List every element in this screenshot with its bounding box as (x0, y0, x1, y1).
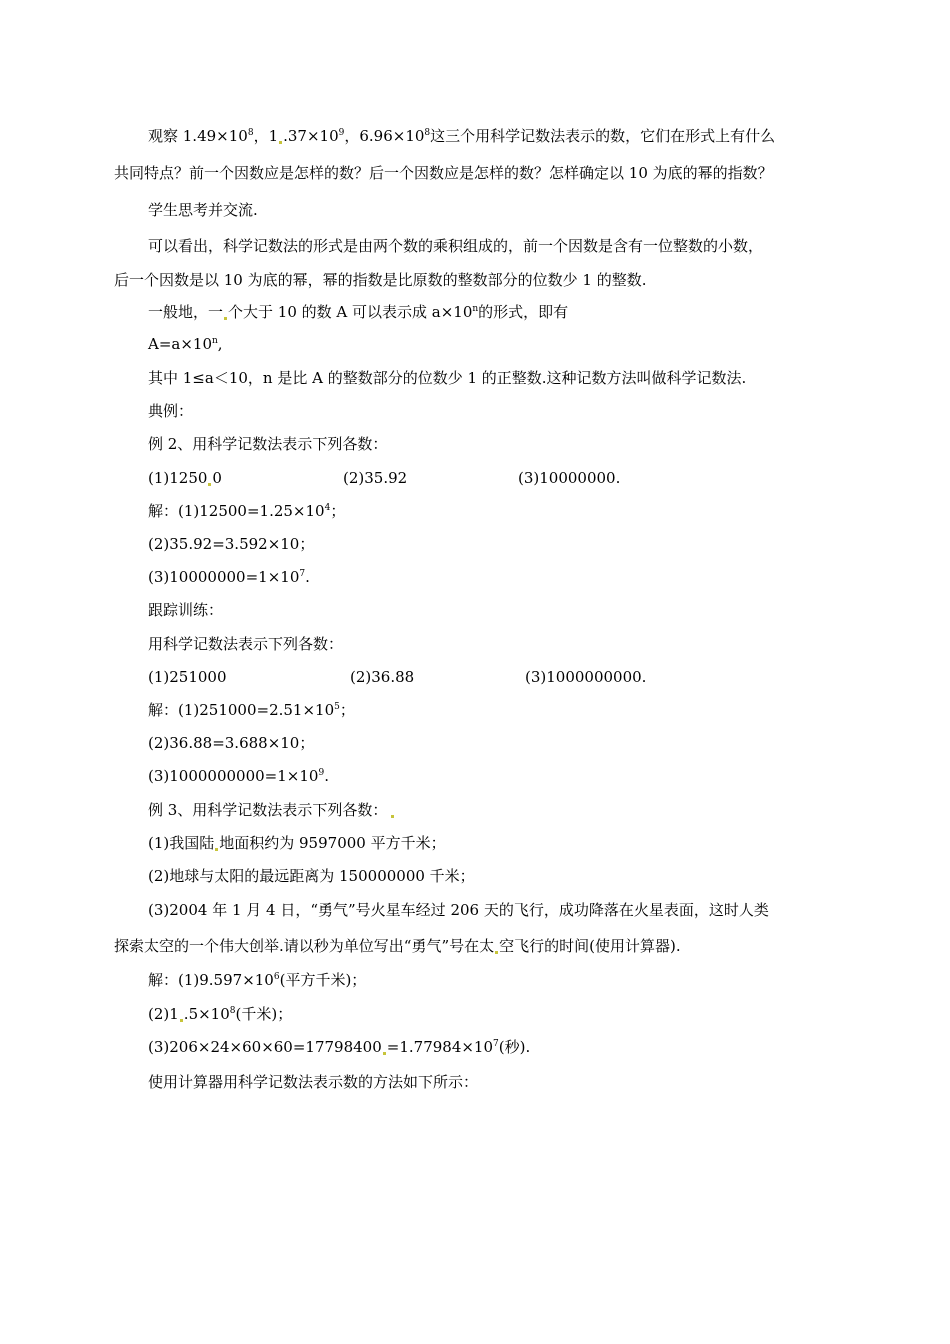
exponent: 8 (424, 128, 431, 138)
example3-title (148, 800, 395, 820)
mark-dot (391, 815, 394, 818)
text: 地面积约为 9597000 平方千米； (219, 834, 446, 852)
exponent: 7 (299, 569, 306, 579)
example2-q3: (3)10000000. (518, 469, 621, 487)
paragraph-observe-line2: 共同特点？前一个因数应是怎样的数？后一个因数应是怎样的数？怎样确定以 10 为底的幂的指数？ (114, 164, 773, 182)
text: (3)206×24×60×60=17798400 (148, 1038, 382, 1056)
text: (1)1250 (148, 469, 208, 487)
paragraph-see-line1: 可以看出，科学记数法的形式是由两个数的乘积组成的，前一个因数是含有一位整数的小数， (148, 237, 764, 255)
text: . (324, 767, 329, 785)
exponent: n (212, 336, 218, 346)
text: .37×10 (283, 127, 339, 145)
paragraph-think: 学生思考并交流. (148, 201, 258, 219)
text: 空飞行的时间(使用计算器). (499, 937, 681, 955)
example3-q3-line1: (3)2004 年 1 月 4 日，“勇气”号火星车经过 206 天的飞行，成功降落在火星表面，这时人类 (148, 901, 769, 919)
text: ； (339, 701, 355, 719)
example3-solution1 (148, 970, 366, 990)
exponent: 9 (338, 128, 345, 138)
mark-dot (495, 951, 498, 954)
example2-solution1 (148, 501, 345, 521)
text: ，6.96×10 (344, 127, 425, 145)
practice-title: 用科学记数法表示下列各数： (148, 635, 344, 653)
paragraph-observe-line1 (148, 126, 775, 146)
example3-q1 (148, 833, 446, 853)
text: (3)1000000000=1×10 (148, 767, 319, 785)
text: 解：(1)9.597×10 (148, 971, 274, 989)
example2-title: 例 2、用科学记数法表示下列各数： (148, 435, 388, 453)
practice-questions (148, 667, 848, 687)
exponent: 8 (229, 1006, 236, 1016)
text: 的形式，即有 (478, 303, 569, 321)
mark-dot (215, 848, 218, 851)
text: (千米)； (235, 1005, 293, 1023)
mark-dot (180, 1019, 183, 1022)
text: 解：(1)251000=2.51×10 (148, 701, 335, 719)
text: 一般地，一 (148, 303, 224, 321)
text: .5×10 (183, 1005, 230, 1023)
text: 0 (212, 469, 222, 487)
example3-q3-line2 (114, 936, 681, 956)
text: 解：(1)12500=1.25×10 (148, 502, 325, 520)
exponent: 6 (273, 972, 280, 982)
example3-solution3 (148, 1037, 530, 1057)
example3-solution2 (148, 1004, 292, 1024)
practice-q1: (1)251000 (148, 668, 227, 686)
exponent: 8 (247, 128, 254, 138)
text: . (305, 568, 310, 586)
exponent: 9 (318, 768, 325, 778)
text: (1)我国陆 (148, 834, 215, 852)
text: 观察 1.49×10 (148, 127, 248, 145)
text: (平方千米)； (279, 971, 367, 989)
text: 例 3、用科学记数法表示下列各数： (148, 801, 388, 819)
text: (2)1 (148, 1005, 179, 1023)
text: , (217, 335, 223, 353)
text: (3)10000000=1×10 (148, 568, 300, 586)
mark-dot (279, 141, 282, 144)
text: =1.77984×10 (386, 1038, 494, 1056)
mark-dot (208, 483, 211, 486)
text: A=a×10 (148, 335, 212, 353)
exponent: n (472, 304, 479, 314)
practice-q2: (2)36.88 (350, 668, 415, 686)
practice-q3: (3)1000000000. (525, 668, 647, 686)
mark-dot (224, 317, 227, 320)
heading-examples: 典例： (148, 402, 194, 420)
paragraph-calculator-intro: 使用计算器用科学记数法表示数的方法如下所示： (148, 1073, 479, 1091)
practice-solution3 (148, 766, 329, 786)
text: 探索太空的一个伟大创举.请以秒为单位写出“勇气”号在太 (114, 937, 495, 955)
paragraph-general (148, 302, 568, 322)
heading-practice: 跟踪训练： (148, 601, 224, 619)
example2-solution3 (148, 567, 310, 587)
paragraph-see-line2: 后一个因数是以 10 为底的幂，幂的指数是比原数的整数部分的位数少 1 的整数. (114, 271, 647, 289)
example2-q1 (148, 468, 222, 488)
example2-questions (148, 468, 848, 488)
text: ，1 (253, 127, 279, 145)
exponent: 4 (324, 503, 331, 513)
formula-definition (148, 334, 223, 354)
mark-dot (383, 1052, 386, 1055)
example2-solution2: (2)35.92=3.592×10； (148, 535, 315, 553)
text: 这三个用科学记数法表示的数，它们在形式上有什么 (430, 127, 776, 145)
practice-solution1 (148, 700, 355, 720)
paragraph-where: 其中 1≤a＜10，n 是比 A 的整数部分的位数少 1 的正整数.这种记数方法叫做科学记数法. (148, 369, 747, 387)
text: (秒). (498, 1038, 531, 1056)
example2-q2: (2)35.92 (343, 469, 408, 487)
exponent: 7 (493, 1039, 499, 1049)
exponent: 5 (334, 702, 340, 712)
text: ； (330, 502, 346, 520)
example3-q2: (2)地球与太阳的最远距离为 150000000 千米； (148, 867, 475, 885)
practice-solution2: (2)36.88=3.688×10； (148, 734, 315, 752)
text: 个大于 10 的数 A 可以表示成 a×10 (228, 303, 473, 321)
